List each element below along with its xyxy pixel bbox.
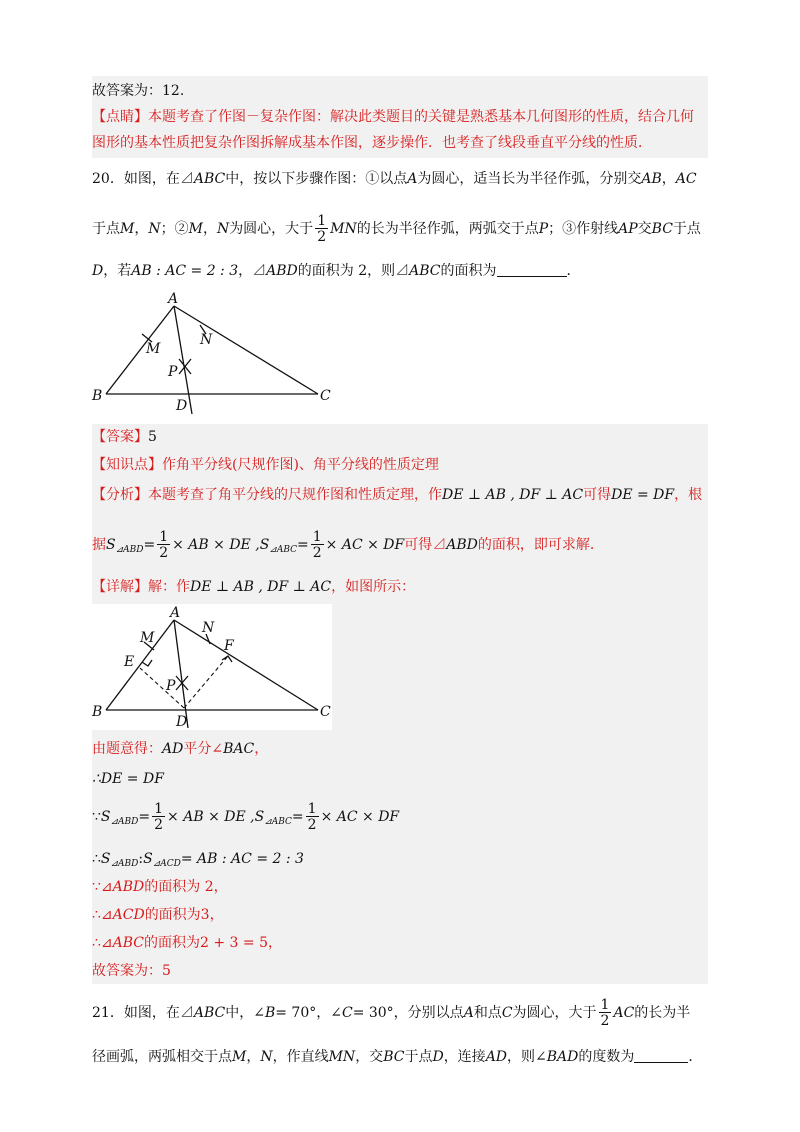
prev-answer-line: 故答案为：12.: [92, 83, 185, 99]
answer-line: 【答案】5: [92, 429, 157, 445]
fig2-label-M: M: [140, 630, 155, 646]
q20-line2: 于点M，N；②M，N为圆心，大于 $\frac{1}{2}$ MN的长为半径作弧，两弧交于点P；③作射线AP交BC于点: [92, 213, 701, 245]
step-5: ∵⊿ABD的面积为 2，: [92, 879, 228, 895]
triangle-figure-1: [90, 290, 340, 420]
detail-line: 【详解】解：作DE ⊥ AB , DF ⊥ AC，如图所示：: [92, 579, 416, 595]
analysis-line2: 据$S_{⊿ABD}=$ $\frac{1}{2}$ × AB × DE $,S_{⊿ABC}=$ $\frac{1}{2}$ × AC × DF可得⊿ABD的面积，即可求解.: [92, 529, 595, 561]
fig1-label-M: M: [146, 341, 161, 357]
triangle-figure-2: [90, 604, 340, 732]
fig2-label-B: B: [92, 704, 103, 720]
fig2-label-F: F: [224, 638, 234, 654]
step-6: ∴⊿ACD的面积为3，: [92, 907, 224, 923]
knowledge-point-line: 【知识点】作角平分线(尺规作图)、角平分线的性质定理: [92, 457, 439, 473]
prev-comment-line1: 【点睛】本题考查了作图－复杂作图：解决此类题目的关键是熟悉基本几何图形的性质，结合几何: [92, 109, 694, 125]
fraction-half: $\frac{1}{2}$: [317, 213, 327, 245]
fig1-label-D: D: [176, 398, 188, 414]
fig2-label-D: D: [176, 714, 188, 730]
fig1-label-C: C: [320, 388, 331, 404]
answer-blank-q21[interactable]: [634, 1062, 688, 1063]
fig1-label-B: B: [92, 388, 103, 404]
fig2-label-P: P: [166, 678, 176, 694]
fig1-label-N: N: [200, 332, 213, 348]
step-3: $\because S_{⊿ABD}=$ $\frac{1}{2}$ × AB × DE $,S_{⊿ABC}=$ $\frac{1}{2}$ × AC × DF: [92, 801, 400, 833]
fig2-label-A: A: [170, 605, 181, 621]
q21-line1: 21．如图，在⊿ABC中，∠B= 70°，∠C= 30°，分别以点A和点C为圆心，大于 $\frac{1}{2}$ AC的长为半: [92, 997, 691, 1029]
q20-line1: 20．如图，在⊿ABC中，按以下步骤作图：①以点A为圆心，适当长为半径作弧，分别交AB，AC: [92, 171, 697, 187]
prev-comment-line2: 图形的基本性质把复杂作图拆解成基本作图，逐步操作．也考查了线段垂直平分线的性质．: [92, 135, 652, 151]
q20-line3: D，若AB : AC = 2 : 3，⊿ABD的面积为 2，则⊿ABC的面积为 ．: [92, 263, 581, 279]
step-7: ∴⊿ABC的面积为2 + 3 = 5，: [92, 935, 282, 951]
step-4: $\therefore S_{⊿ABD}:S_{⊿ACD}=$ AB : AC = 2 : 3: [92, 851, 304, 869]
fig2-label-E: E: [124, 654, 135, 670]
fig2-label-C: C: [320, 704, 331, 720]
step-2: ∴DE = DF: [92, 771, 164, 787]
fig1-label-A: A: [168, 291, 179, 307]
step-1: 由题意得：AD平分∠BAC，: [92, 741, 269, 757]
analysis-line1: 【分析】本题考查了角平分线的尺规作图和性质定理，作DE ⊥ AB , DF ⊥ AC可得DE = DF，根: [92, 487, 703, 503]
fig1-label-P: P: [168, 364, 178, 380]
fig2-label-N: N: [202, 620, 215, 636]
answer-blank[interactable]: [497, 276, 567, 277]
q21-line2: 径画弧，两弧相交于点M，N，作直线MN，交BC于点D，连接AD，则∠BAD的度数为 ．: [92, 1049, 703, 1065]
final-answer: 故答案为：5: [92, 963, 171, 979]
